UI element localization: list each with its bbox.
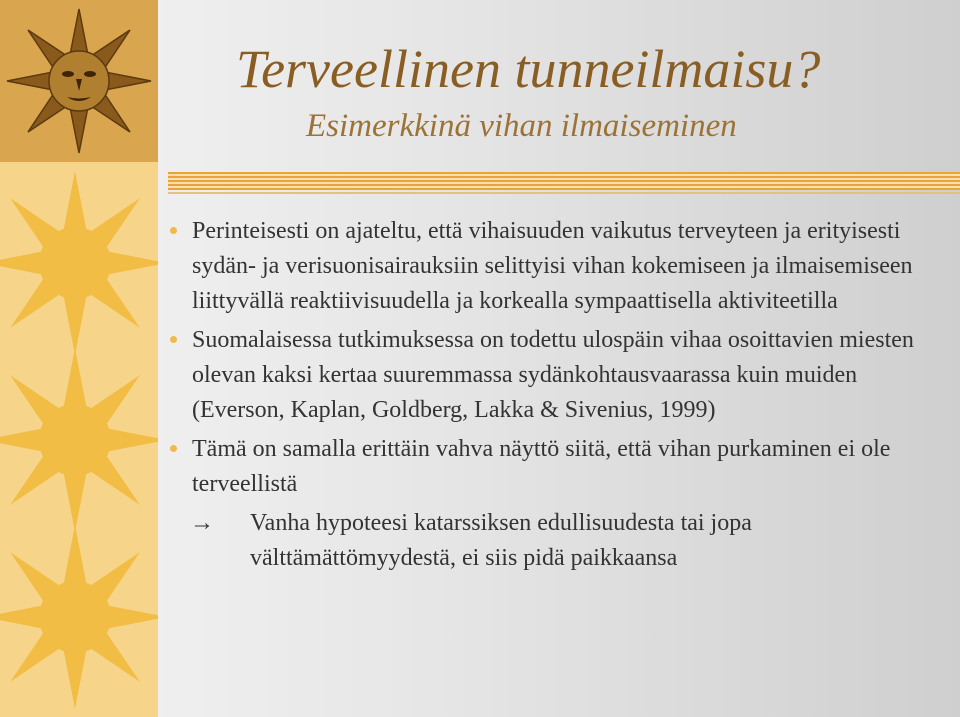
bullet-dot-icon xyxy=(170,336,177,343)
title-divider xyxy=(168,172,960,190)
bullet-item xyxy=(170,214,950,319)
bullet-dot-icon xyxy=(170,445,177,452)
slide-content xyxy=(170,214,950,576)
bullet-dot-icon xyxy=(170,227,177,234)
bullet-text: Tämä on samalla erittäin vahva näyttö siitä, että vihan purkaminen ei ole terveellistä xyxy=(192,436,891,497)
sun-icon xyxy=(0,168,158,358)
sub-bullet-text: Vanha hypoteesi katarssiksen edullisuudesta tai jopa välttämättömyydestä, ei siis pidä paikkaansa xyxy=(250,510,752,571)
sub-bullet-item xyxy=(170,506,950,576)
title-divider-shadow xyxy=(168,192,960,194)
slide-title: Terveellinen tunneilmaisu? xyxy=(236,39,821,99)
logo-box xyxy=(0,0,158,162)
sun-face-icon xyxy=(4,6,154,156)
decorative-left-strip xyxy=(0,0,158,717)
slide-subtitle: Esimerkkinä vihan ilmaiseminen xyxy=(306,108,737,144)
bullet-text: Suomalaisessa tutkimuksessa on todettu ulospäin vihaa osoittavien miesten olevan kaksi kertaa suuremmassa sydänkohtausvaarassa kuin muiden (Everson, Kaplan, Goldberg, Lakka & Sivenius, 1999) xyxy=(192,327,914,423)
arrow-right-icon: → xyxy=(190,510,214,536)
bullet-text: Perinteisesti on ajateltu, että vihaisuuden vaikutus terveyteen ja erityisesti sydän- ja verisuonisairauksiin selittyisi vihan kokemiseen ja ilmaisemiseen liittyvällä reaktiivisuudella ja korkealla sympaattisella aktiviteetilla xyxy=(192,218,913,314)
bullet-item xyxy=(170,323,950,428)
sun-icon xyxy=(0,345,158,535)
sun-icon xyxy=(0,522,158,712)
bullet-item xyxy=(170,432,950,502)
